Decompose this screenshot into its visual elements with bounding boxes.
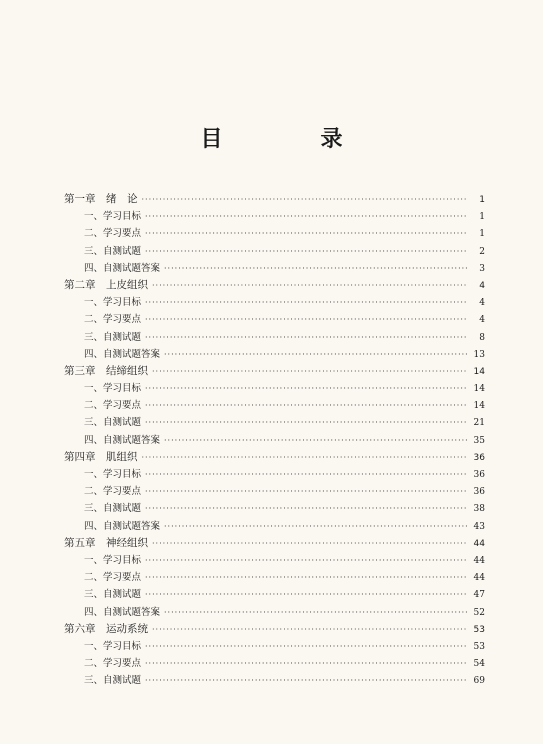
toc-section-entry — [64, 243, 485, 260]
toc-page-number: 36 — [473, 470, 485, 480]
toc-entry-label: 一、学习目标 — [84, 211, 142, 223]
toc-entry-label: 第三章 结缔组织 — [64, 364, 148, 377]
dot-leader — [145, 672, 467, 689]
dot-leader — [145, 243, 467, 260]
toc-section-entry — [64, 483, 485, 500]
toc-entry-label: 一、学习目标 — [84, 640, 142, 652]
toc-page-number: 14 — [473, 384, 485, 395]
toc-entry-label: 四、自测试题答案 — [84, 606, 161, 618]
toc-page-number: 69 — [473, 676, 485, 687]
dot-leader — [145, 380, 467, 397]
toc-entry-label: 三、自测试题 — [84, 675, 142, 687]
toc-entry-label: 四、自测试题答案 — [84, 434, 161, 446]
toc-page-number: 1 — [479, 229, 485, 240]
dot-leader — [164, 260, 467, 277]
table-of-contents — [64, 191, 485, 689]
toc-page-number: 1 — [479, 195, 485, 205]
toc-entry-label: 二、学习要点 — [84, 486, 142, 498]
toc-section-entry — [64, 432, 485, 449]
dot-leader — [164, 518, 467, 535]
toc-section-entry — [64, 225, 485, 242]
toc-page-number: 43 — [473, 521, 485, 532]
dot-leader — [152, 363, 467, 380]
toc-entry-label: 三、自测试题 — [84, 417, 142, 429]
dot-leader — [152, 535, 467, 552]
dot-leader — [145, 397, 467, 414]
toc-page-number: 14 — [473, 401, 485, 412]
toc-page-number: 54 — [473, 659, 485, 670]
dot-leader — [145, 311, 467, 328]
toc-section-entry — [64, 346, 485, 363]
toc-page-number: 4 — [479, 298, 485, 309]
toc-entry-label: 一、学习目标 — [84, 383, 142, 395]
toc-page-number: 13 — [473, 349, 485, 360]
toc-section-entry — [64, 311, 485, 328]
toc-section-entry — [64, 586, 485, 603]
toc-section-entry — [64, 260, 485, 277]
toc-entry-label: 二、学习要点 — [84, 572, 142, 584]
toc-section-entry — [64, 208, 485, 225]
dot-leader — [145, 466, 467, 483]
toc-entry-label: 第一章 绪 论 — [64, 193, 138, 205]
toc-entry-label: 第五章 神经组织 — [64, 536, 148, 549]
dot-leader — [164, 604, 467, 621]
toc-chapter-entry — [64, 277, 485, 294]
toc-entry-label: 四、自测试题答案 — [84, 520, 161, 532]
toc-page-number: 1 — [479, 212, 485, 223]
toc-page-number: 53 — [473, 624, 485, 635]
toc-page-number: 4 — [479, 315, 485, 326]
toc-entry-label: 二、学习要点 — [84, 658, 142, 670]
dot-leader — [152, 621, 467, 638]
dot-leader — [145, 638, 467, 655]
dot-leader — [164, 432, 467, 449]
toc-section-entry — [64, 569, 485, 586]
toc-page-number: 3 — [479, 263, 485, 274]
dot-leader — [145, 655, 467, 672]
toc-entry-label: 一、学习目标 — [84, 469, 142, 480]
dot-leader — [152, 277, 467, 294]
dot-leader — [145, 569, 467, 586]
toc-section-entry — [64, 655, 485, 672]
toc-entry-label: 一、学习目标 — [84, 554, 142, 566]
toc-entry-label: 三、自测试题 — [84, 589, 142, 601]
dot-leader — [145, 414, 467, 431]
dot-leader — [164, 346, 467, 363]
toc-page-number: 36 — [473, 487, 485, 498]
dot-leader — [145, 552, 467, 569]
dot-leader — [145, 208, 467, 225]
toc-section-entry — [64, 552, 485, 569]
dot-leader — [145, 294, 467, 311]
dot-leader — [145, 500, 467, 517]
toc-page-number: 2 — [479, 246, 485, 257]
toc-section-entry — [64, 604, 485, 621]
toc-chapter-entry — [64, 621, 485, 638]
toc-page-number: 36 — [473, 452, 485, 463]
toc-entry-label: 二、学习要点 — [84, 400, 142, 412]
toc-entry-label: 三、自测试题 — [84, 245, 142, 257]
toc-entry-label: 二、学习要点 — [84, 314, 142, 326]
toc-page-number: 52 — [473, 607, 485, 618]
toc-entry-label: 第二章 上皮组织 — [64, 278, 148, 291]
dot-leader — [142, 191, 468, 208]
toc-section-entry — [64, 638, 485, 655]
toc-section-entry — [64, 518, 485, 535]
dot-leader — [145, 483, 467, 500]
toc-entry-label: 第四章 肌组织 — [64, 450, 138, 463]
dot-leader — [145, 329, 467, 346]
toc-entry-label: 二、学习要点 — [84, 228, 142, 240]
toc-chapter-entry — [64, 449, 485, 466]
dot-leader — [145, 225, 467, 242]
toc-section-entry — [64, 329, 485, 346]
toc-page-number: 21 — [473, 418, 485, 429]
toc-chapter-entry — [64, 535, 485, 552]
toc-entry-label: 四、自测试题答案 — [84, 262, 161, 274]
toc-entry-label: 第六章 运动系统 — [64, 622, 148, 635]
toc-chapter-entry — [64, 191, 485, 208]
toc-section-entry — [64, 380, 485, 397]
toc-page-number: 53 — [473, 641, 485, 652]
toc-section-entry — [64, 397, 485, 414]
toc-page-number: 44 — [473, 573, 485, 584]
toc-page-number: 38 — [473, 504, 485, 515]
toc-entry-label: 三、自测试题 — [84, 331, 142, 343]
toc-page-number: 35 — [473, 435, 485, 446]
toc-section-entry — [64, 500, 485, 517]
toc-chapter-entry — [64, 363, 485, 380]
toc-page-number: 44 — [473, 538, 485, 549]
dot-leader — [142, 449, 468, 466]
toc-entry-label: 一、学习目标 — [84, 297, 142, 309]
toc-entry-label: 三、自测试题 — [84, 503, 142, 515]
toc-section-entry — [64, 672, 485, 689]
toc-section-entry — [64, 414, 485, 431]
toc-page-number: 8 — [479, 332, 485, 343]
toc-page-number: 47 — [473, 590, 485, 601]
toc-page-number: 4 — [479, 280, 485, 291]
dot-leader — [145, 586, 467, 603]
toc-page-number: 14 — [473, 366, 485, 377]
page-title: 目 录 — [200, 126, 381, 152]
toc-entry-label: 四、自测试题答案 — [84, 348, 161, 360]
toc-page-number: 44 — [473, 555, 485, 566]
toc-section-entry — [64, 294, 485, 311]
toc-section-entry — [64, 466, 485, 483]
